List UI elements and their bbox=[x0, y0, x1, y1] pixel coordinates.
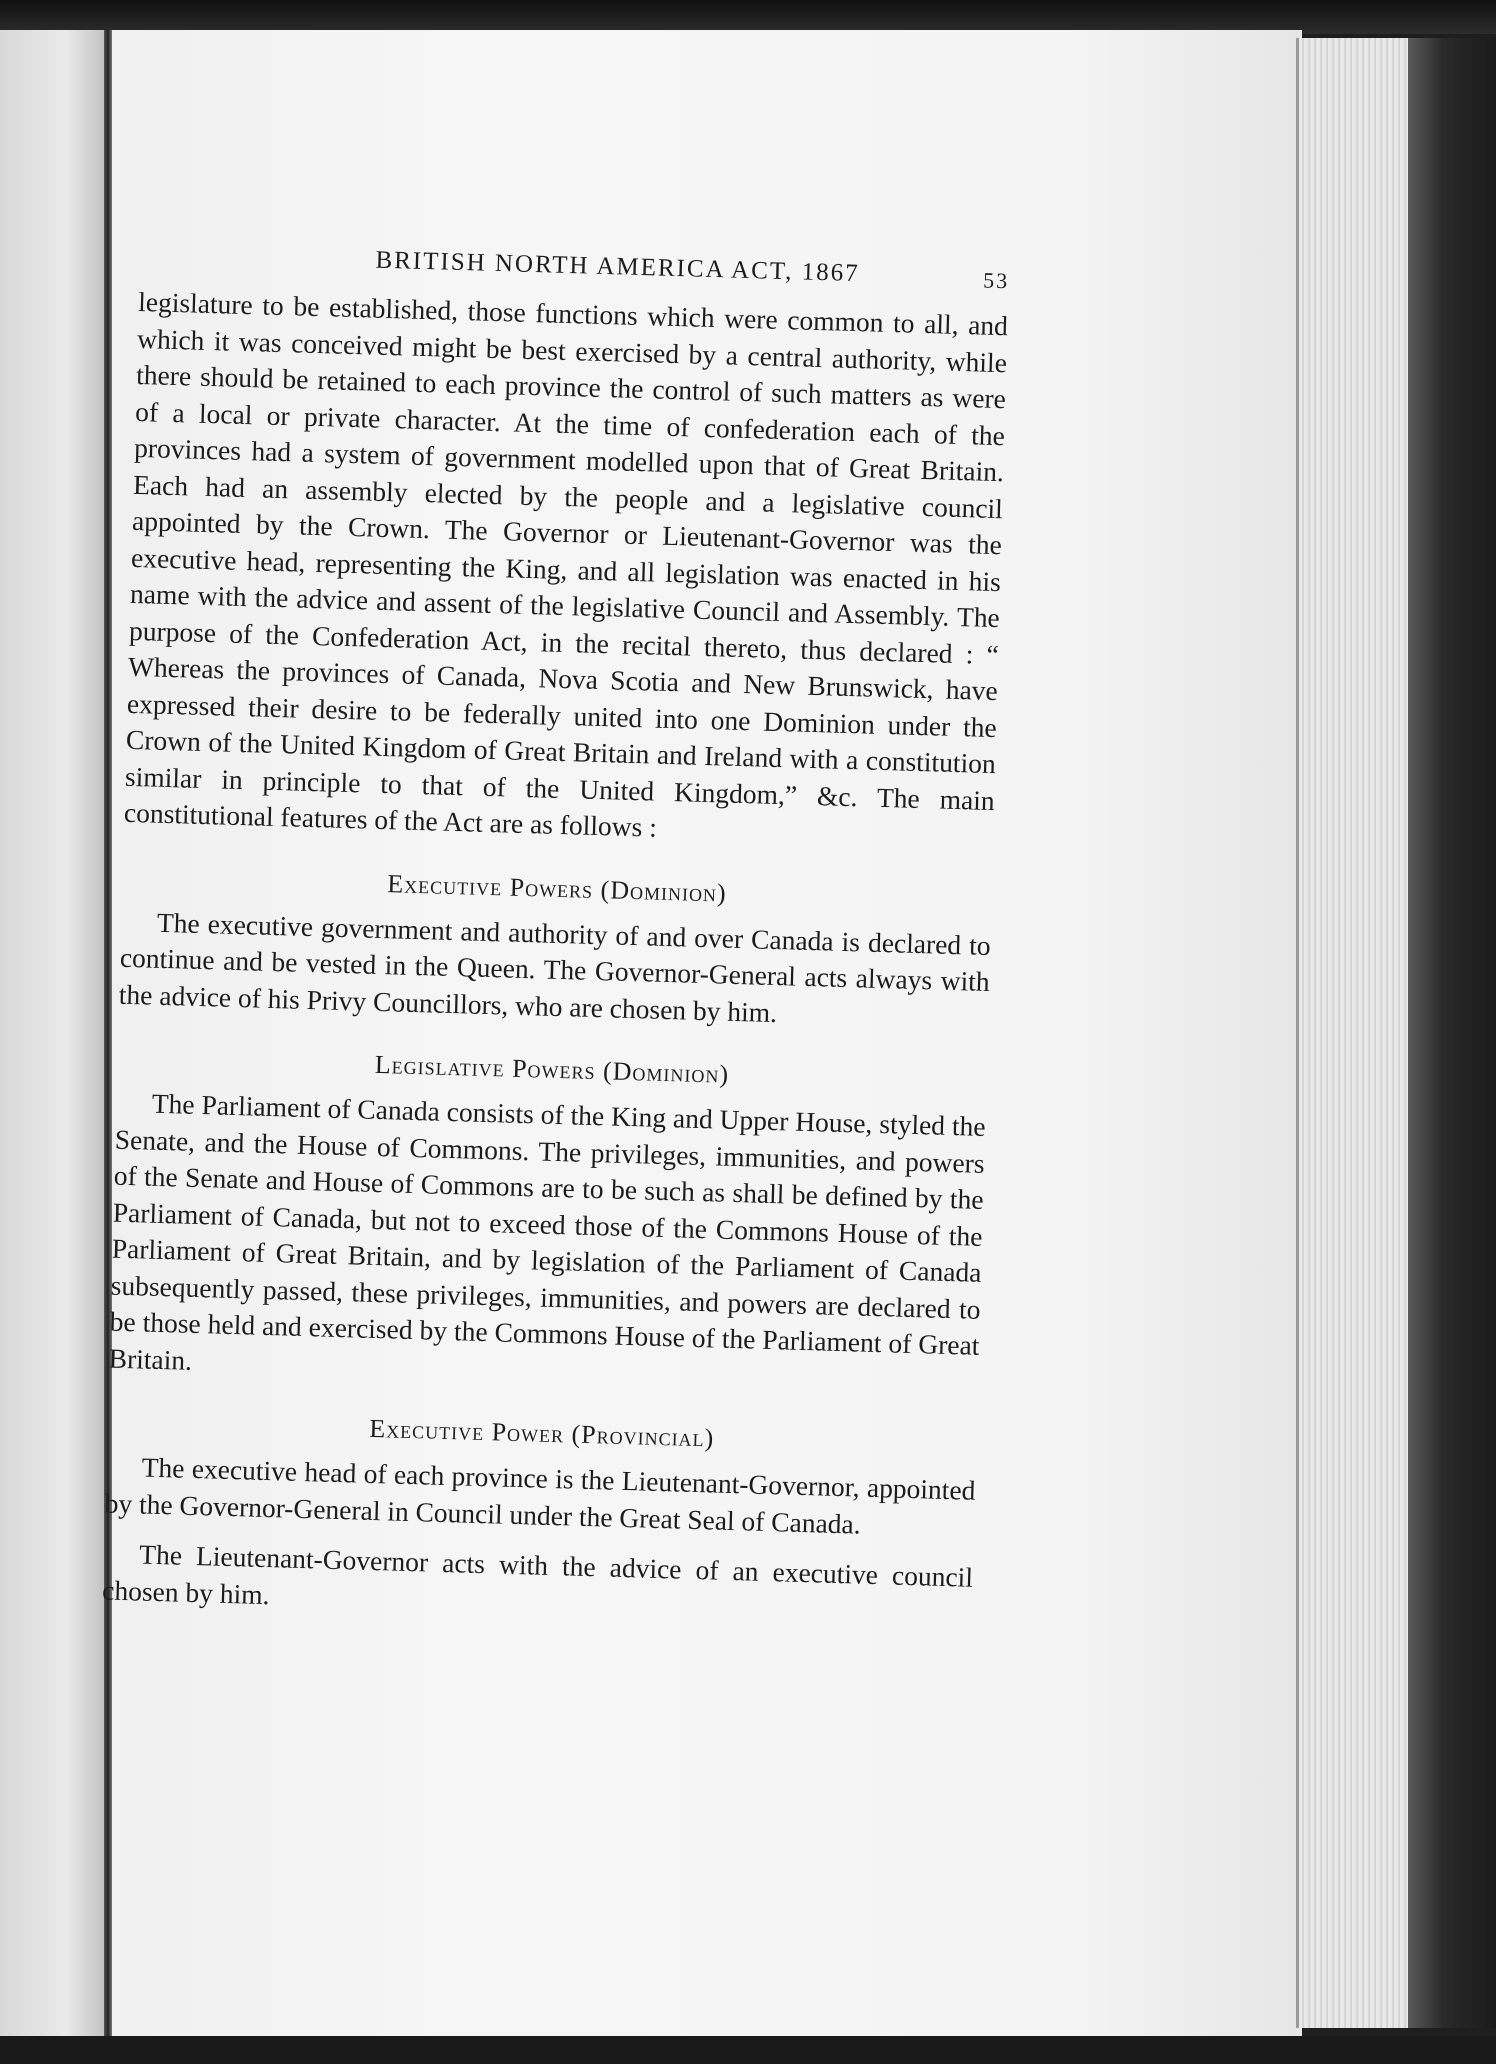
right-shadow bbox=[1408, 38, 1496, 2028]
section-heading-legislative-dominion: Legislative Powers (Dominion) bbox=[374, 1049, 730, 1089]
section-paragraph: The executive head of each province is the Lieutenant-Governor, appointed by the Governor-General in Council under the Great Seal of Canada. bbox=[104, 1451, 976, 1540]
section-paragraph: The executive government and authority of and over Canada is declared to continue and be vested in the Queen. The Governor-General acts always with the advice of his Privy Councillors, who are chosen by him. bbox=[118, 906, 992, 1028]
bottom-shadow bbox=[0, 2036, 1496, 2064]
section-paragraph: The Parliament of Canada consists of the King and Upper House, styled the Senate, and the House of Commons. The privileges, immunities, and powers of the Senate and House of Commons are to be such as shall be defined by the Parliament of Canada, but not to exceed those of the Commons House of the Parliament of Great Britain, and by legislation of the Parliament of Canada subsequently passed, these privileges, immunities, and powers are declared to be those held and exercised by the Commons House of the Parliament of Great Britain. bbox=[108, 1087, 987, 1376]
book-gutter bbox=[104, 30, 112, 2040]
top-shadow bbox=[0, 0, 1496, 34]
running-title: BRITISH NORTH AMERICA ACT, 1867 bbox=[375, 246, 861, 288]
section-heading-executive-provincial: Executive Power (Provincial) bbox=[368, 1413, 715, 1453]
section-heading-executive-dominion: Executive Powers (Dominion) bbox=[387, 868, 728, 908]
page-number: 53 bbox=[982, 267, 1010, 294]
facing-page-edge bbox=[0, 30, 110, 2040]
page-text-block bbox=[102, 240, 1010, 1633]
section-paragraph: The Lieutenant-Governor acts with the advice of an executive council chosen by him. bbox=[101, 1538, 974, 1610]
page-edges-stack bbox=[1296, 38, 1411, 2028]
intro-paragraph: legislature to be established, those functions which were common to all, and which it was conceived might be best exercised by a central authority, while there should be retained to each province the control of such matters as were of a local or private character. At the time of confederation each of the provinces had a system of government modelled upon that of Great Britain. Each had an assembly elected by the people and a legislative council appointed by the Crown. The Governor or Lieutenant-Governor was the executive head, representing the King, and all legislation was enacted in his name with the advice and assent of the legislative Council and Assembly. The purpose of the Confederation Act, in the recital thereto, thus declared : “ Whereas the provinces of Canada, Nova Scotia and New Brunswick, have expressed their desire to be federally united into one Dominion under the Crown of the United Kingdom of Great Britain and Ireland with a constitution similar in principle to that of the United Kingdom,” &c. The main constitutional features of the Act are as follows : bbox=[123, 285, 1009, 843]
